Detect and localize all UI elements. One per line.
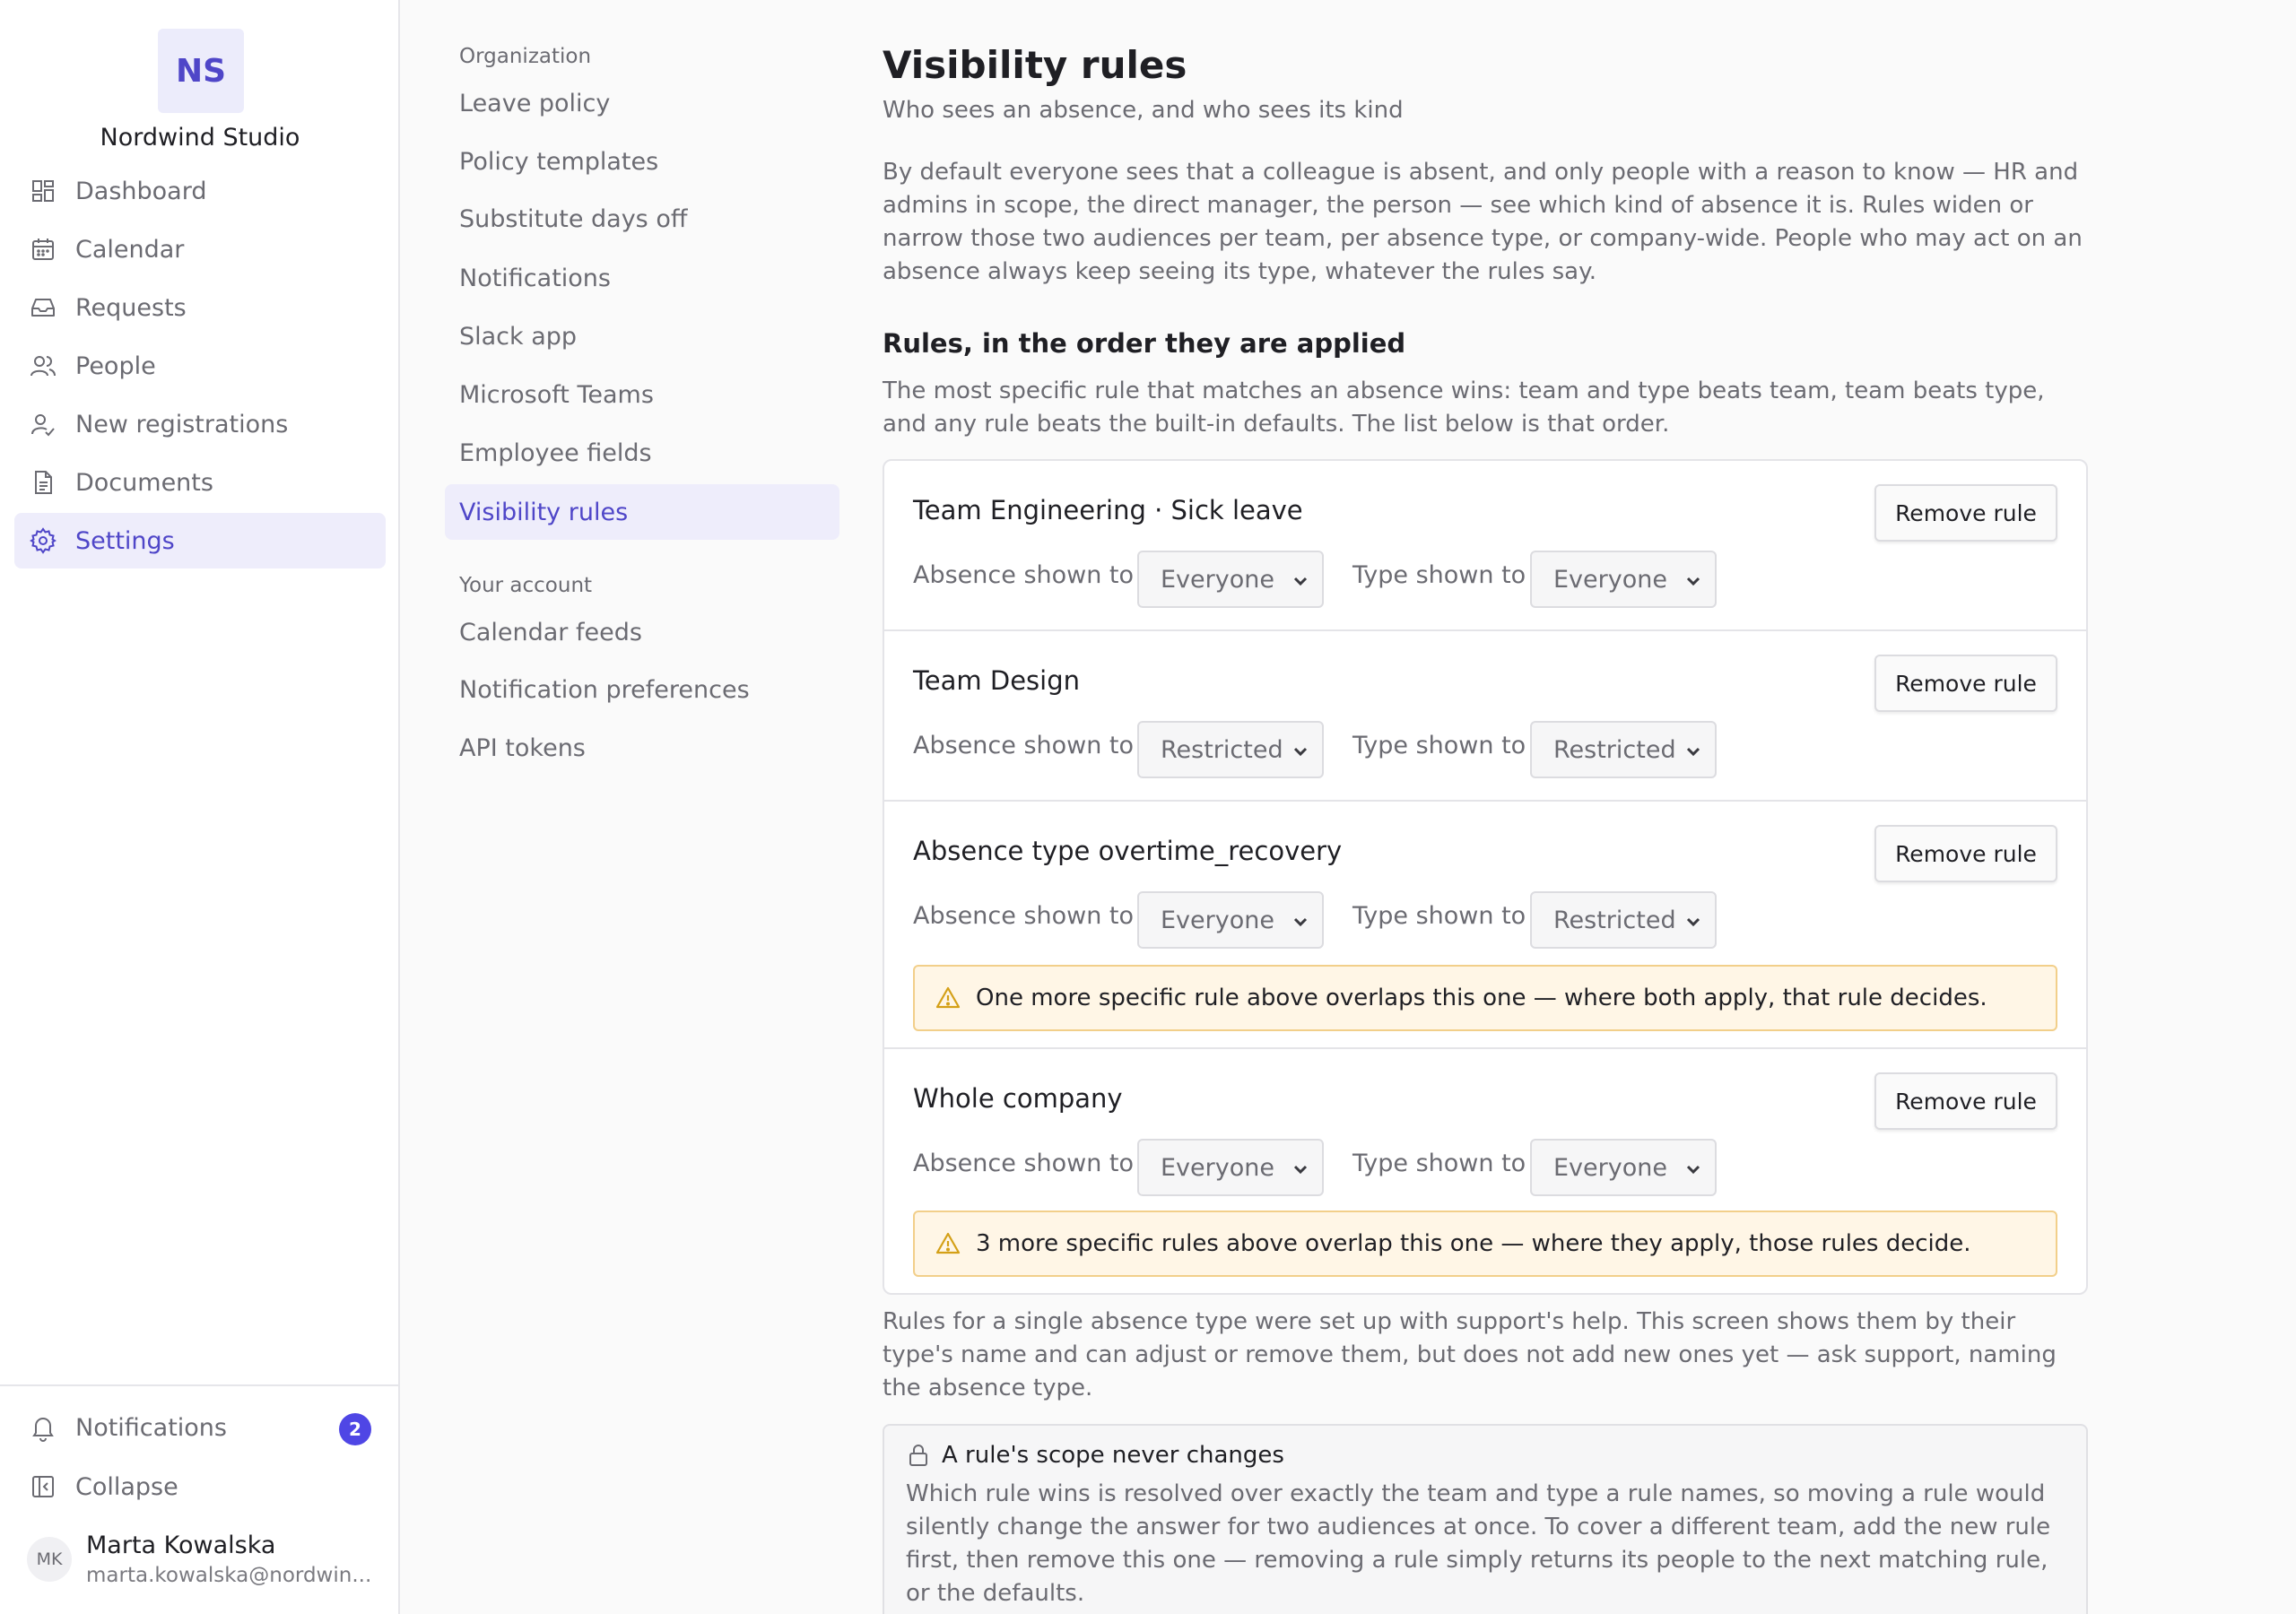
settings-nav-leave-policy[interactable]: Leave policy [459, 89, 611, 117]
type-shown-to-label: Type shown to [1352, 902, 1526, 930]
rule-card [884, 631, 2086, 802]
scope-info-box [883, 1424, 2088, 1614]
type-shown-to-select[interactable] [1530, 721, 1717, 778]
select-value: Everyone [1161, 565, 1274, 594]
type-shown-to-select[interactable] [1530, 891, 1717, 949]
chevron-down-icon [1290, 570, 1311, 592]
calendar-icon [29, 235, 57, 264]
scope-info-body: Which rule wins is resolved over exactly the team and type a rule names, so moving a rule would silently change the answer for two audiences at once. To cover a different team, add the new rule first, then remove this one — removing a rule simply returns its people to the next matching rule, or the defaults. [906, 1480, 2051, 1607]
chevron-down-icon [1290, 741, 1311, 762]
warning-text: 3 more specific rules above overlap this one — where they apply, those rules decide. [976, 1230, 1971, 1257]
type-shown-to-select[interactable] [1530, 1139, 1717, 1196]
sidebar-item-label: Settings [75, 526, 175, 555]
document-icon [29, 468, 57, 497]
absence-shown-to-label: Absence shown to [913, 1150, 1135, 1177]
gear-icon [29, 526, 57, 555]
rule-title: Team Design [913, 665, 1080, 696]
sidebar-item-settings[interactable] [14, 513, 386, 568]
main-nav [14, 163, 386, 571]
select-value: Everyone [1553, 565, 1667, 594]
select-value: Restricted [1553, 735, 1676, 764]
sidebar-footer [0, 1384, 400, 1614]
sidebar-item-label: People [75, 351, 156, 380]
user-name[interactable]: Marta Kowalska [86, 1532, 276, 1559]
type-shown-to-label: Type shown to [1352, 732, 1526, 759]
rule-card [884, 461, 2086, 631]
rules-section-description: The most specific rule that matches an absence wins: team and type beats team, team beats type, and any rule beats the built-in defaults. The list below is that order. [883, 377, 2045, 438]
page-title: Visibility rules [883, 43, 1187, 87]
settings-nav-heading-organization: Organization [459, 45, 592, 68]
avatar[interactable]: MK [27, 1537, 72, 1582]
remove-rule-button[interactable]: Remove rule [1874, 484, 2057, 542]
remove-rule-button[interactable]: Remove rule [1874, 1072, 2057, 1130]
select-value: Everyone [1161, 1153, 1274, 1182]
sidebar-item-calendar[interactable] [14, 221, 386, 277]
collapse-sidebar-icon [29, 1472, 57, 1501]
people-icon [29, 351, 57, 380]
rules-list [883, 459, 2088, 1295]
chevron-down-icon [1290, 1158, 1311, 1180]
absence-shown-to-select[interactable] [1137, 1139, 1324, 1196]
settings-nav-substitute-days-off[interactable]: Substitute days off [459, 204, 688, 233]
warning-icon [935, 985, 961, 1011]
settings-nav-employee-fields[interactable]: Employee fields [459, 438, 652, 467]
rule-card [884, 1049, 2086, 1293]
bell-icon [29, 1413, 57, 1442]
rule-card [884, 802, 2086, 1049]
sidebar-item-people[interactable] [14, 338, 386, 394]
notifications-label: Notifications [75, 1413, 227, 1442]
sidebar-item-label: New registrations [75, 410, 289, 438]
dashboard-icon [29, 177, 57, 205]
user-check-icon [29, 410, 57, 438]
overlap-warning [913, 965, 2057, 1031]
settings-nav-api-tokens[interactable]: API tokens [459, 733, 586, 762]
page-subtitle: Who sees an absence, and who sees its kind [883, 97, 1404, 124]
overlap-warning [913, 1210, 2057, 1277]
chevron-down-icon [1683, 741, 1704, 762]
chevron-down-icon [1683, 911, 1704, 933]
settings-nav-microsoft-teams[interactable]: Microsoft Teams [459, 380, 654, 409]
sidebar-item-label: Requests [75, 293, 187, 322]
settings-nav-slack-app[interactable]: Slack app [459, 322, 578, 351]
rule-title: Absence type overtime_recovery [913, 836, 1343, 866]
sidebar-item-label: Calendar [75, 235, 185, 264]
sidebar-item-documents[interactable] [14, 455, 386, 510]
user-email: marta.kowalska@nordwin... [86, 1564, 372, 1587]
sidebar-item-label: Documents [75, 468, 213, 497]
collapse-button[interactable] [29, 1472, 178, 1501]
settings-nav-notifications[interactable]: Notifications [459, 264, 611, 292]
scope-info-title [906, 1442, 1284, 1469]
support-footnote: Rules for a single absence type were set up with support's help. This screen shows them by their type's name and can adjust or remove them, but does not add new ones yet — ask support, naming the absence type. [883, 1308, 2057, 1401]
sidebar-item-dashboard[interactable] [14, 163, 386, 219]
rule-title: Whole company [913, 1083, 1123, 1114]
chevron-down-icon [1683, 570, 1704, 592]
settings-nav-policy-templates[interactable]: Policy templates [459, 147, 659, 176]
sidebar-item-notifications[interactable] [29, 1413, 227, 1442]
settings-nav-notification-preferences[interactable]: Notification preferences [459, 675, 750, 704]
notifications-count-badge: 2 [339, 1413, 371, 1445]
sidebar-item-new-registrations[interactable] [14, 396, 386, 452]
collapse-label: Collapse [75, 1472, 178, 1501]
select-value: Restricted [1553, 906, 1676, 934]
absence-shown-to-select[interactable] [1137, 891, 1324, 949]
scope-info-title-text: A rule's scope never changes [942, 1442, 1284, 1469]
warning-icon [935, 1230, 961, 1257]
absence-shown-to-label: Absence shown to [913, 732, 1135, 759]
inbox-icon [29, 293, 57, 322]
chevron-down-icon [1683, 1158, 1704, 1180]
absence-shown-to-select[interactable] [1137, 721, 1324, 778]
type-shown-to-label: Type shown to [1352, 1150, 1526, 1177]
absence-shown-to-select[interactable] [1137, 551, 1324, 608]
rule-title: Team Engineering · Sick leave [913, 495, 1303, 525]
select-value: Restricted [1161, 735, 1283, 764]
sidebar [0, 0, 400, 1614]
remove-rule-button[interactable]: Remove rule [1874, 655, 2057, 712]
settings-nav-calendar-feeds[interactable]: Calendar feeds [459, 618, 642, 646]
settings-nav-visibility-rules[interactable]: Visibility rules [445, 484, 839, 540]
org-logo[interactable]: NS [158, 29, 244, 113]
sidebar-item-label: Dashboard [75, 177, 207, 205]
select-value: Everyone [1161, 906, 1274, 934]
org-name: Nordwind Studio [100, 124, 300, 152]
settings-nav-heading-account: Your account [459, 574, 593, 597]
warning-text: One more specific rule above overlaps this one — where both apply, that rule decides. [976, 985, 1987, 1011]
intro-text: By default everyone sees that a colleague is absent, and only people with a reason to know — HR and admins in scope, the direct manager, the person — see which kind of absence it is. Rules widen or narrow those two audiences per team, per absence type, or company-wide. People who may act on an absence always keep seeing its type, whatever the rules say. [883, 159, 2083, 285]
remove-rule-button[interactable]: Remove rule [1874, 825, 2057, 882]
lock-icon [906, 1443, 931, 1468]
rules-section-title: Rules, in the order they are applied [883, 328, 1406, 359]
absence-shown-to-label: Absence shown to [913, 902, 1135, 930]
select-value: Everyone [1553, 1153, 1667, 1182]
type-shown-to-select[interactable] [1530, 551, 1717, 608]
type-shown-to-label: Type shown to [1352, 561, 1526, 589]
sidebar-item-requests[interactable] [14, 280, 386, 335]
absence-shown-to-label: Absence shown to [913, 561, 1135, 589]
chevron-down-icon [1290, 911, 1311, 933]
